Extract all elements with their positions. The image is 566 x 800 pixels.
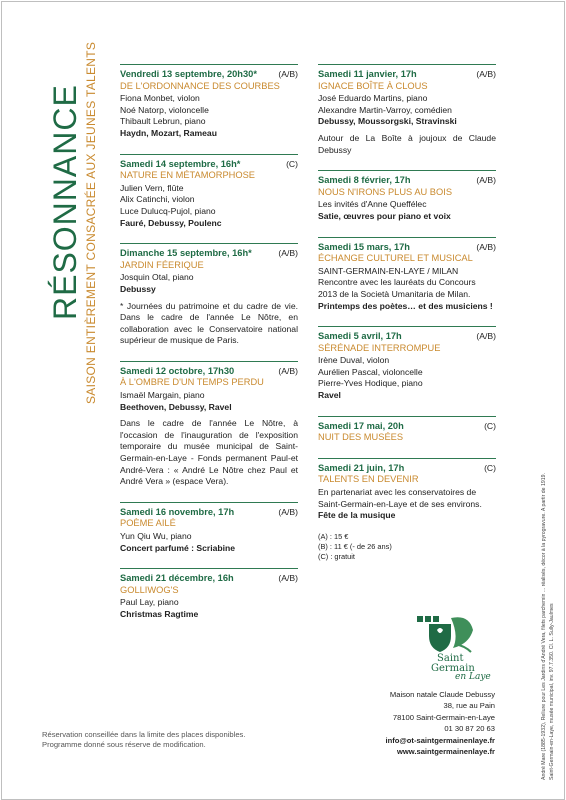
event-title: À L'OMBRE D'UN TEMPS PERDU (120, 377, 264, 388)
event-performer: Pierre-Yves Hodique, piano (318, 378, 423, 389)
event-performer: Alexandre Martin-Varroy, comédien (318, 104, 452, 115)
image-credit (540, 473, 556, 780)
event-header (318, 331, 496, 343)
event-block (120, 502, 298, 554)
event-title: ÉCHANGE CULTUREL ET MUSICAL (318, 253, 473, 264)
event-title: NATURE EN MÉTAMORPHOSE (120, 170, 255, 181)
footer-line-2: Programme donné sous réserve de modification. (42, 740, 206, 749)
event-title: TALENTS EN DEVENIR (318, 474, 419, 485)
event-program: Satie, œuvres pour piano et voix (318, 210, 451, 221)
credit-line-2: Saint-Germain-en-Laye, musée municipal, inv. 97.7.350. Cl. L. Sully-Jaulmes (549, 603, 555, 780)
event-performer: SAINT-GERMAIN-EN-LAYE / MILAN (318, 265, 459, 276)
event-date: Samedi 5 avril, 17h (318, 331, 402, 342)
coat-of-arms-icon (415, 614, 495, 654)
event-note: Autour de La Boîte à joujoux de Claude Debussy (318, 132, 496, 155)
event-note: Dans le cadre de l'année Le Nôtre, à l'occasion de l'inauguration de l'exposition temporaire du musée municipal de Saint-Germain-en-Laye - Fonds permanent Paul-et André-Vera : « André Le Nôtre chez Paul et André Vera » (espace Vera). (120, 418, 298, 487)
footer-note (42, 730, 245, 750)
event-program: Christmas Ragtime (120, 608, 199, 619)
event-program: Fauré, Debussy, Poulenc (120, 217, 222, 228)
event-price: (A/B) (278, 69, 298, 79)
event-title: GOLLIWOG'S (120, 584, 179, 595)
event-price: (A/B) (278, 506, 298, 517)
event-price: (A/B) (476, 175, 496, 186)
event-block (120, 154, 298, 230)
event-block (120, 243, 298, 347)
event-header (120, 507, 298, 519)
event-header (120, 248, 298, 260)
events-column-left (120, 64, 298, 635)
event-header (318, 463, 496, 475)
event-price: (A/B) (278, 573, 298, 584)
credit-line-1: André Mare (1885-1932), Reliure pour Les Jardins d'André Vera, filets parchemin ... réalisés, décor à la pyrogravure. A partir de 1919. (541, 473, 547, 780)
event-block (318, 416, 496, 444)
footer-line-1: Réservation conseillée dans la limite des places disponibles. (42, 730, 246, 739)
event-performer: Les invités d'Anne Queffélec (318, 199, 427, 210)
event-date: Samedi 16 novembre, 17h (120, 506, 235, 517)
event-performer: Fiona Monbet, violon (120, 93, 200, 104)
event-program: Fête de la musique (318, 510, 396, 521)
venue-address (370, 689, 495, 757)
event-title: JARDIN FÉERIQUE (120, 259, 204, 270)
event-price: (A/B) (278, 248, 298, 259)
legend-item: (A) : 15 € (318, 531, 349, 541)
event-program: Haydn, Mozart, Rameau (120, 127, 217, 138)
event-price: (A/B) (476, 69, 496, 79)
event-program: Concert parfumé : Scriabine (120, 542, 236, 553)
event-price: (C) (484, 420, 496, 431)
event-performer: Josquin Otal, piano (120, 272, 194, 283)
event-date: Dimanche 15 septembre, 16h* (120, 248, 252, 259)
price-legend (318, 532, 496, 562)
event-note: * Journées du patrimoine et du cadre de vie. Dans le cadre de l'année Le Nôtre, en collaboration avec le Conservatoire national supérieur de musique de Paris. (120, 300, 298, 346)
event-block (318, 458, 496, 522)
event-price: (C) (484, 462, 496, 473)
event-header (120, 366, 298, 378)
event-block (318, 326, 496, 402)
event-block (120, 568, 298, 620)
event-program: Ravel (318, 390, 341, 401)
event-program: Debussy, Moussorgski, Stravinski (318, 116, 457, 127)
events-column-right (318, 64, 496, 562)
event-block (120, 361, 298, 488)
event-price: (A/B) (278, 365, 298, 376)
event-performer: José Eduardo Martins, piano (318, 93, 428, 104)
event-date: Samedi 11 janvier, 17h (318, 69, 417, 79)
event-date: Samedi 21 juin, 17h (318, 462, 405, 473)
event-price: (A/B) (476, 331, 496, 342)
season-title: RÉSONNANCE (47, 84, 83, 320)
logo-line-2: Germain (431, 663, 475, 674)
event-date: Samedi 14 septembre, 16h* (120, 158, 241, 169)
event-title: SÉRÉNADE INTERROMPUE (318, 342, 441, 353)
event-price: (C) (286, 158, 298, 169)
event-header (120, 159, 298, 171)
event-performer: Ismaël Margain, piano (120, 390, 205, 401)
event-date: Samedi 21 décembre, 16h (120, 573, 234, 584)
event-title: IGNACE BOÎTE À CLOUS (318, 80, 428, 91)
season-subtitle: SAISON ENTIÈREMENT CONSACRÉE AUX JEUNES TALENTS (84, 41, 98, 404)
event-performer: Irène Duval, violon (318, 355, 390, 366)
logo-line-1: Saint (437, 653, 464, 664)
event-title: NOUS N'IRONS PLUS AU BOIS (318, 186, 453, 197)
event-date: Samedi 17 mai, 20h (318, 420, 404, 431)
event-header (318, 421, 496, 433)
event-program: Beethoven, Debussy, Ravel (120, 401, 232, 412)
venue-city: 78100 Saint-Germain-en-Laye (392, 712, 495, 722)
legend-item: (B) : 11 € (- de 26 ans) (318, 541, 392, 551)
event-block (318, 64, 496, 156)
event-header (318, 242, 496, 254)
event-program: Printemps des poètes… et des musiciens ! (318, 300, 493, 311)
event-date: Samedi 12 octobre, 17h30 (120, 365, 235, 376)
event-performer: Luce Dulucq-Pujol, piano (120, 205, 216, 216)
event-performer: Yun Qiu Wu, piano (120, 531, 192, 541)
venue-street: 38, rue au Pain (443, 701, 495, 711)
event-performer: Aurélien Pascal, violoncelle (318, 366, 423, 377)
event-performer: Paul Lay, piano (120, 597, 179, 608)
city-logo (415, 614, 495, 680)
event-date: Vendredi 13 septembre, 20h30* (120, 69, 257, 79)
event-performer: Alix Catinchi, violon (120, 194, 195, 205)
event-performer: Thibault Lebrun, piano (120, 116, 206, 127)
event-date: Samedi 8 février, 17h (318, 175, 411, 186)
event-price: (A/B) (476, 241, 496, 252)
event-header (318, 175, 496, 187)
event-title: POÈME AILÉ (120, 518, 176, 529)
event-performer: Julien Vern, flûte (120, 182, 184, 193)
event-block (120, 64, 298, 140)
legend-item: (C) : gratuit (318, 551, 355, 561)
event-date: Samedi 15 mars, 17h (318, 241, 410, 252)
event-header (120, 573, 298, 585)
event-header (120, 69, 298, 81)
contact-email-link[interactable]: info@ot-saintgermainenlaye.fr (385, 735, 495, 745)
event-header (318, 69, 496, 81)
event-performer: Noé Natorp, violoncelle (120, 104, 209, 115)
venue-phone: 01 30 87 20 63 (444, 724, 495, 734)
event-title: NUIT DES MUSÉES (318, 432, 404, 443)
event-performer: Rencontre avec les lauréats du Concours 2013 de la Società Umanitaria de Milan. (318, 277, 476, 299)
event-program: Debussy (120, 283, 156, 294)
event-block (318, 170, 496, 222)
website-link[interactable]: www.saintgermainenlaye.fr (396, 747, 495, 757)
event-block (318, 237, 496, 313)
event-performer: En partenariat avec les conservatoires de Saint-Germain-en-Laye et de ses environs. (318, 487, 482, 509)
logo-line-3: en Laye (455, 672, 491, 682)
event-title: DE L'ORDONNANCE DES COURBES (120, 80, 280, 91)
venue-name: Maison natale Claude Debussy (389, 690, 495, 699)
